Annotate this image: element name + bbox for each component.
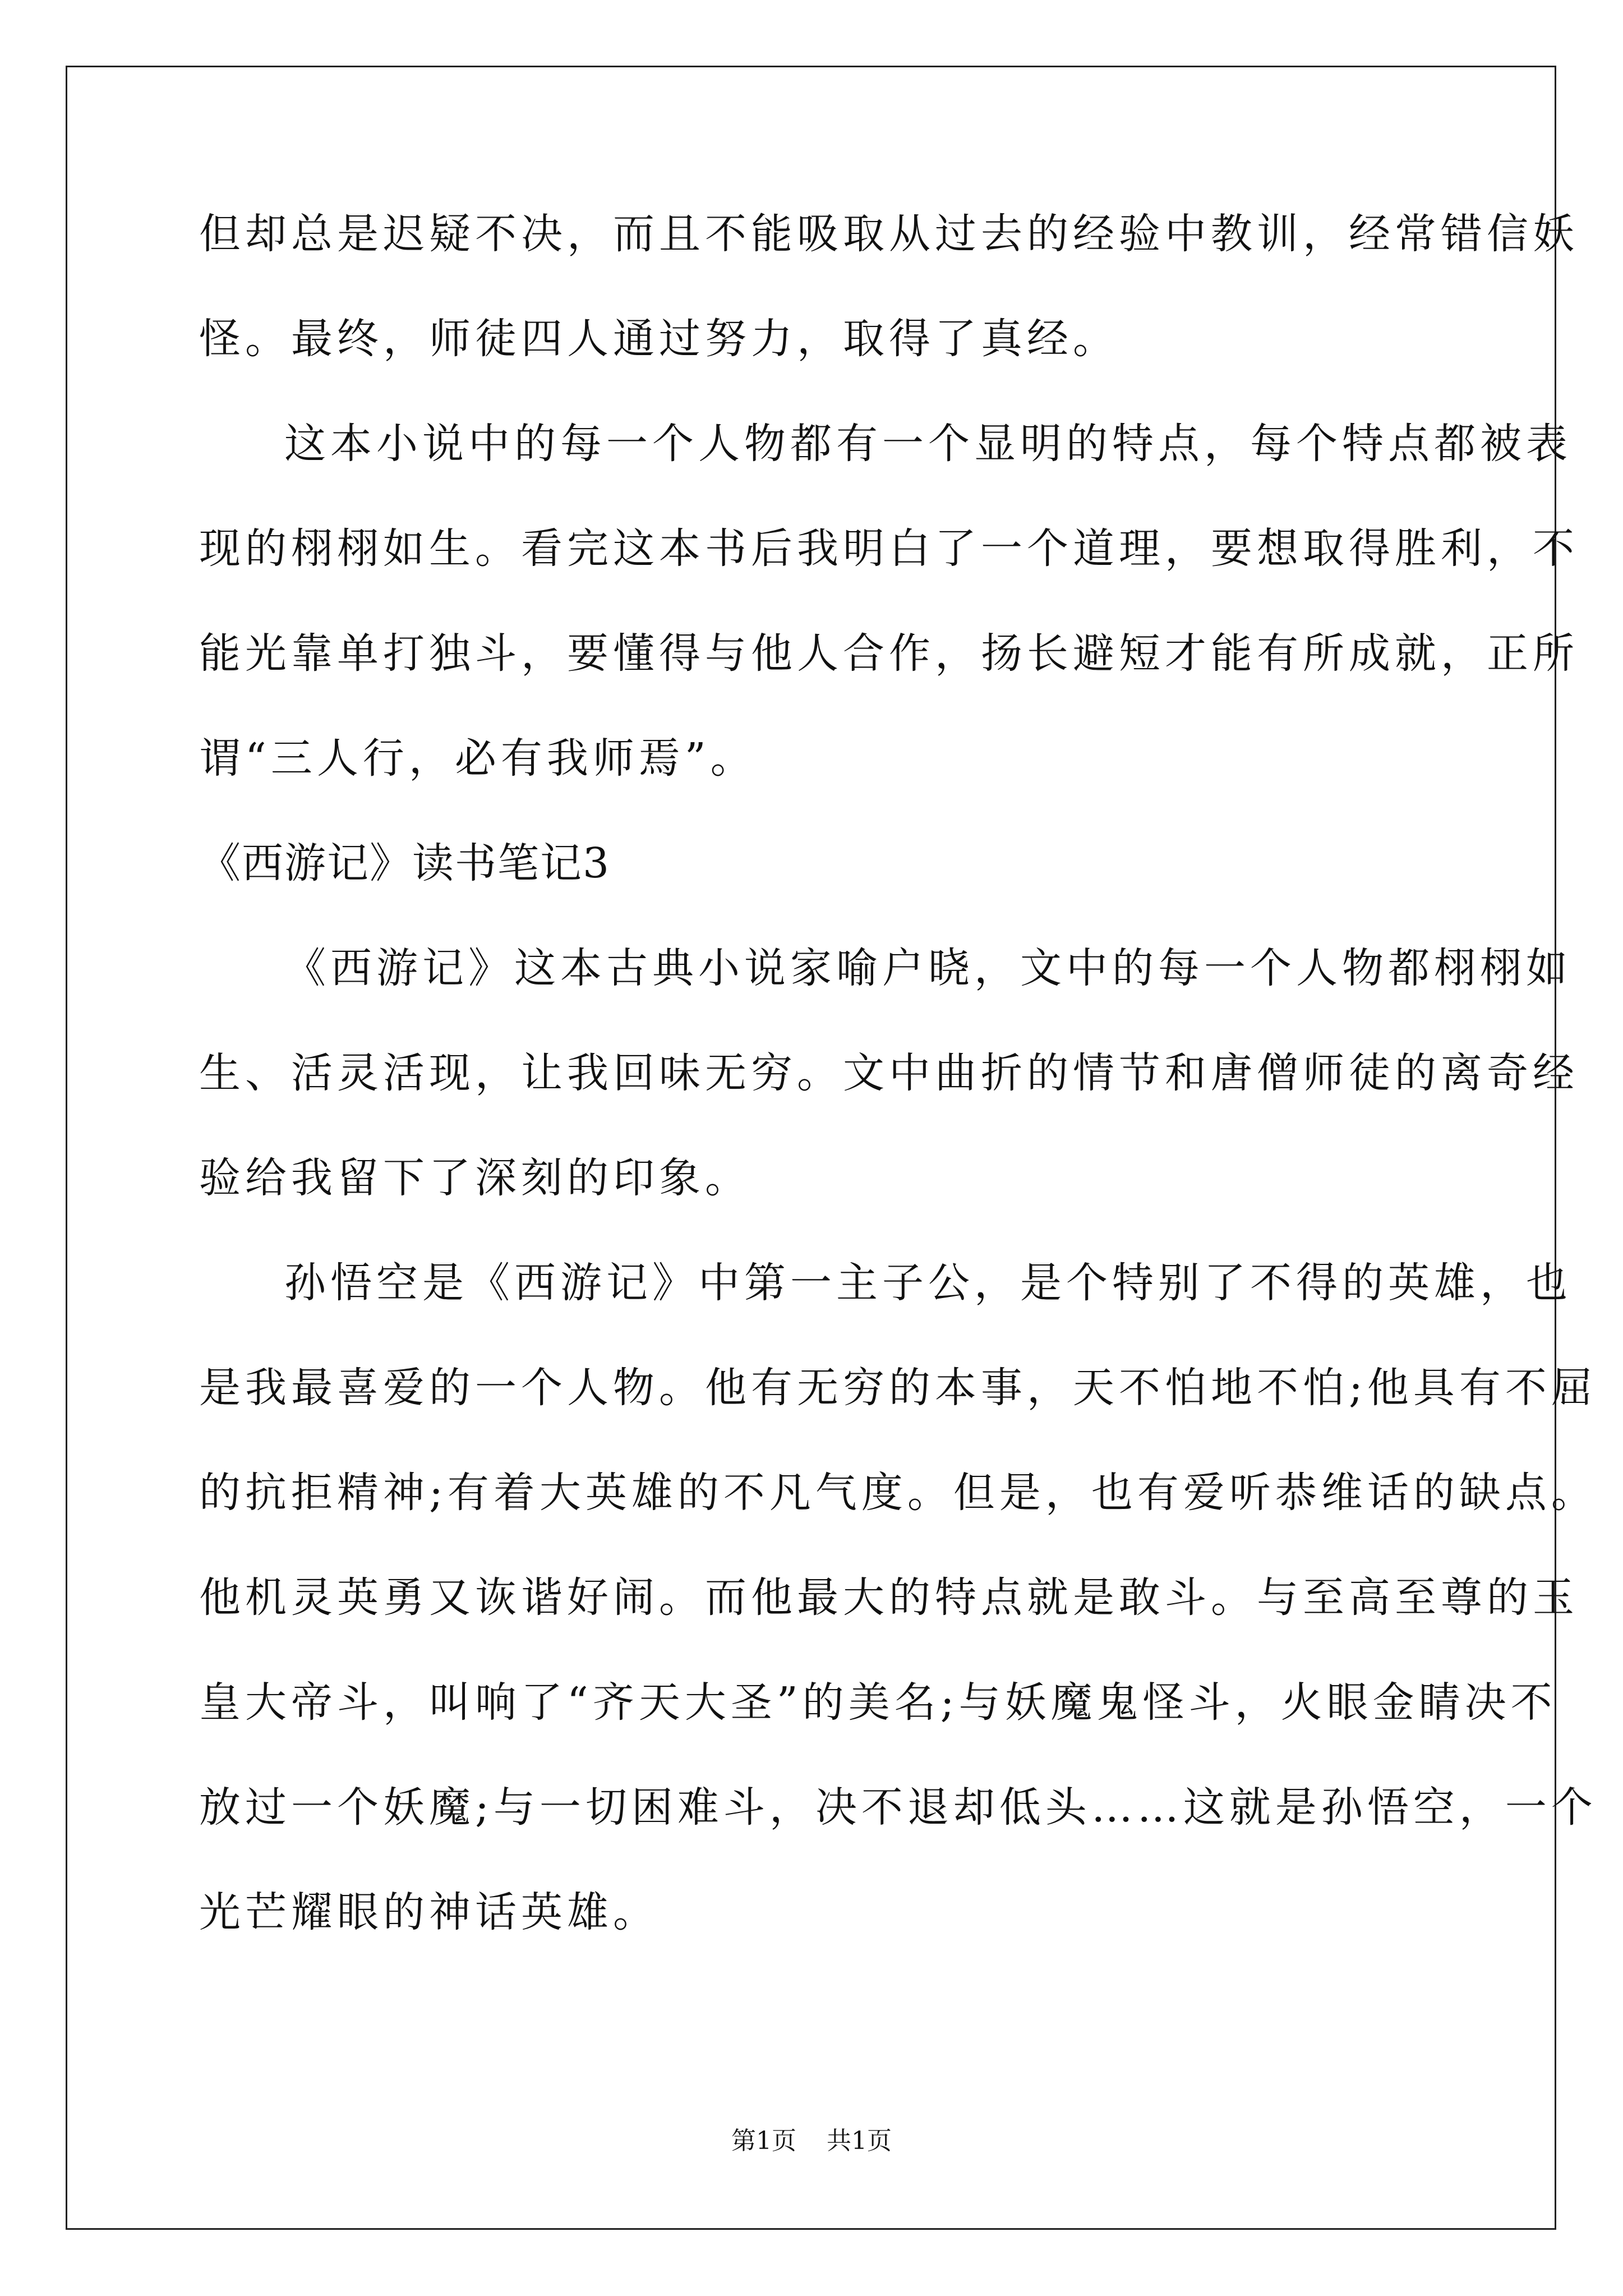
text-line: 怪。最终，师徒四人通过努力，取得了真经。 [199,315,1119,363]
text-line: 能光靠单打独斗，要懂得与他人合作，扬长避短才能有所成就，正所 [199,629,1579,678]
page-footer [0,2129,1623,2154]
text-line: 现的栩栩如生。看完这本书后我明白了一个道理，要想取得胜利，不 [199,524,1579,573]
text-line: 但却总是迟疑不决，而且不能吸取从过去的经验中教训，经常错信妖 [199,210,1579,258]
section-heading: 《西游记》读书笔记3 [199,839,611,887]
text-line: 皇大帝斗，叫响了“齐天大圣”的美名;与妖魔鬼怪斗，火眼金睛决不 [199,1678,1557,1727]
text-line: 他机灵英勇又诙谐好闹。而他最大的特点就是敢斗。与至高至尊的玉 [199,1573,1579,1622]
page-total: 共1页 [827,2127,892,2155]
text-line: 验给我留下了深刻的印象。 [199,1154,751,1202]
text-line: 的抗拒精神;有着大英雄的不凡气度。但是，也有爱听恭维话的缺点。 [199,1469,1597,1517]
text-line: 放过一个妖魔;与一切困难斗，决不退却低头……这就是孙悟空，一个 [199,1783,1597,1832]
document-body [199,210,1597,1996]
text-line: 是我最喜爱的一个人物。他有无穷的本事，天不怕地不怕;他具有不屈 [199,1364,1597,1412]
paragraph-start-line: 这本小说中的每一个人物都有一个显明的特点，每个特点都被表 [284,420,1572,468]
paragraph-start-line: 孙悟空是《西游记》中第一主子公，是个特别了不得的英雄，也 [284,1259,1572,1307]
text-line: 光芒耀眼的神话英雄。 [199,1888,659,1936]
text-line: 生、活灵活现，让我回味无穷。文中曲折的情节和唐僧师徒的离奇经 [199,1049,1579,1097]
text-line: 谓“三人行，必有我师焉”。 [199,734,757,783]
paragraph-start-line: 《西游记》这本古典小说家喻户晓，文中的每一个人物都栩栩如 [284,944,1572,992]
page-number: 第1页 [731,2127,796,2155]
